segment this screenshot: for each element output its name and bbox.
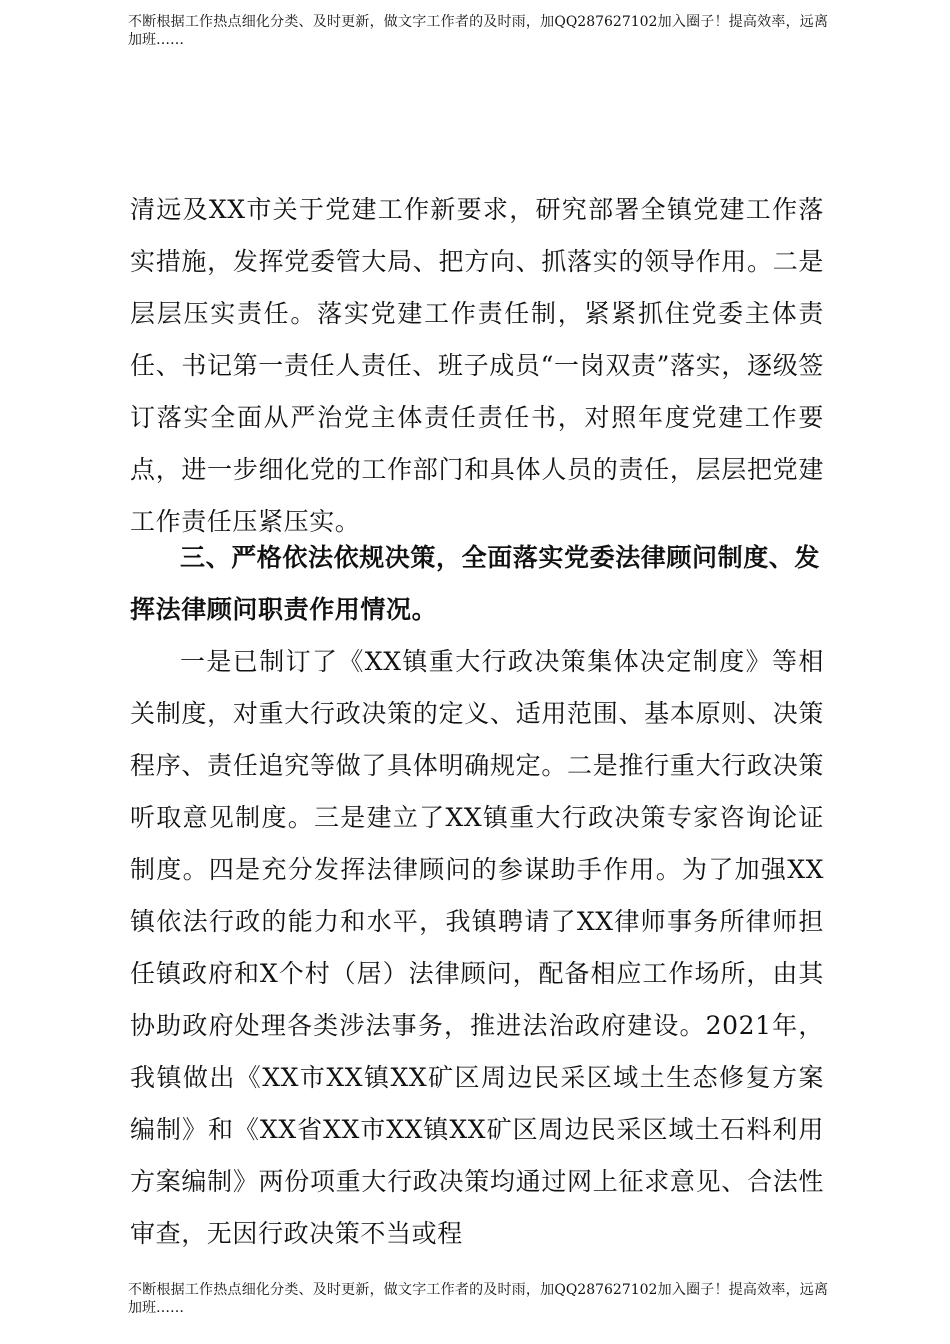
page-header-banner: 不断根据工作热点细化分类、及时更新，做文字工作者的及时雨，加QQ287627102加入圈子！提高效率，远离加班……: [128, 14, 828, 48]
page-footer-banner: 不断根据工作热点细化分类、及时更新，做文字工作者的及时雨，加QQ287627102加入圈子！提高效率，远离加班……: [128, 1282, 828, 1316]
body-paragraph-continued: 清远及XX市关于党建工作新要求，研究部署全镇党建工作落实措施，发挥党委管大局、把方向、抓落实的领导作用。二是层层压实责任。落实党建工作责任制，紧紧抓住党委主体责任、书记第一责任人责任、班子成员“一岗双责”落实，逐级签订落实全面从严治党主体责任责任书，对照年度党建工作要点，进一步细化党的工作部门和具体人员的责任，层层把党建工作责任压紧压实。: [130, 195, 824, 536]
body-paragraph-section-3: 一是已制订了《XX镇重大行政决策集体决定制度》等相关制度，对重大行政决策的定义、适用范围、基本原则、决策程序、责任追究等做了具体明确规定。二是推行重大行政决策听取意见制度。三是建立了XX镇重大行政决策专家咨询论证制度。四是充分发挥法律顾问的参谋助手作用。为了加强XX镇依法行政的能力和水平，我镇聘请了XX律师事务所律师担任镇政府和X个村（居）法律顾问，配备相应工作场所，由其协助政府处理各类涉法事务，推进法治政府建设。2021年，我镇做出《XX市XX镇XX矿区周边民采区域土生态修复方案编制》和《XX省XX市XX镇XX矿区周边民采区域土石料利用方案编制》两份项重大行政决策均通过网上征求意见、合法性审查，无因行政决策不当或程: [130, 647, 824, 1248]
section-heading-3: 三、严格依法依规决策，全面落实党委法律顾问制度、发挥法律顾问职责作用情况。: [130, 543, 821, 624]
